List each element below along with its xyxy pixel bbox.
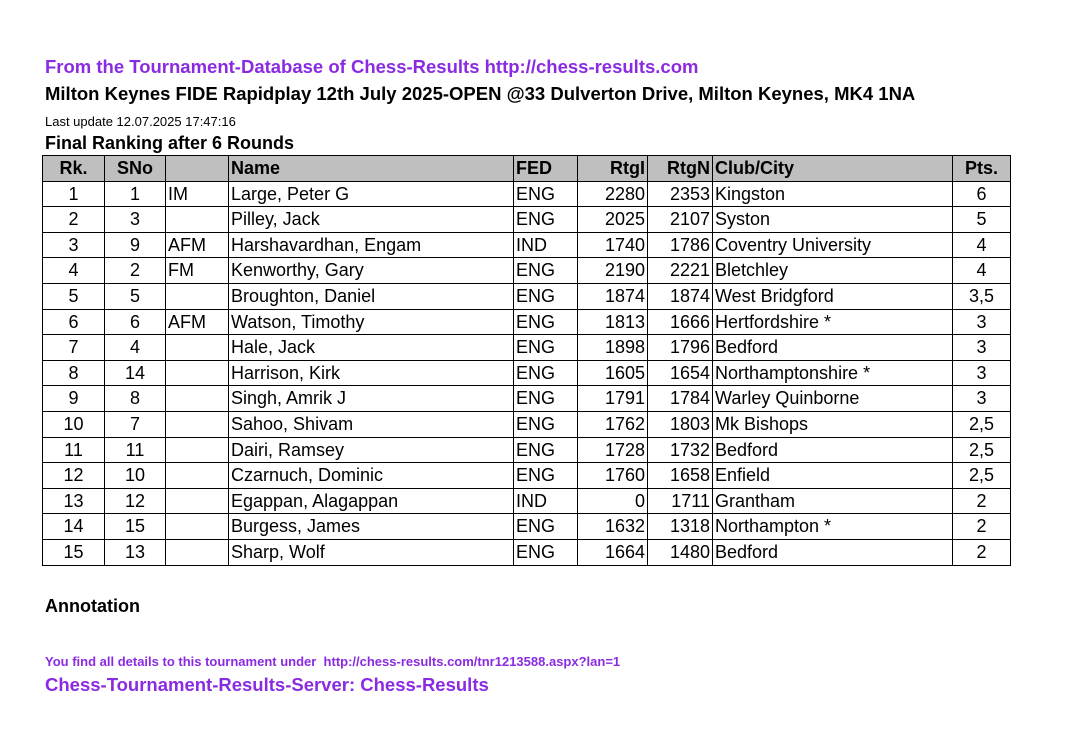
table-row xyxy=(43,283,1011,309)
col-rtgn: RtgN xyxy=(648,156,713,182)
rtgn-cell: 1796 xyxy=(648,335,713,361)
fed-cell: ENG xyxy=(514,514,578,540)
rank-cell: 2 xyxy=(43,207,105,233)
fed-cell: IND xyxy=(514,488,578,514)
club-cell: Mk Bishops xyxy=(713,411,953,437)
rtgn-cell: 1480 xyxy=(648,539,713,565)
rank-cell: 15 xyxy=(43,539,105,565)
rtgi-cell: 1898 xyxy=(578,335,648,361)
club-cell: West Bridgford xyxy=(713,283,953,309)
pts-cell: 3 xyxy=(953,309,1011,335)
fed-cell: IND xyxy=(514,232,578,258)
title-cell xyxy=(166,360,229,386)
fed-cell: ENG xyxy=(514,335,578,361)
sno-cell: 10 xyxy=(105,463,166,489)
sno-cell: 15 xyxy=(105,514,166,540)
pts-cell: 2,5 xyxy=(953,437,1011,463)
fed-cell: ENG xyxy=(514,386,578,412)
table-row xyxy=(43,360,1011,386)
rtgn-cell: 1318 xyxy=(648,514,713,540)
sno-cell: 11 xyxy=(105,437,166,463)
name-cell: Singh, Amrik J xyxy=(229,386,514,412)
table-row xyxy=(43,335,1011,361)
title-cell xyxy=(166,463,229,489)
name-cell: Burgess, James xyxy=(229,514,514,540)
pts-cell: 5 xyxy=(953,207,1011,233)
rtgi-cell: 1760 xyxy=(578,463,648,489)
server-link[interactable]: Chess-Tournament-Results-Server: Chess-Results xyxy=(45,674,489,695)
col-rank: Rk. xyxy=(43,156,105,182)
fed-cell: ENG xyxy=(514,207,578,233)
rtgn-cell: 2107 xyxy=(648,207,713,233)
name-cell: Pilley, Jack xyxy=(229,207,514,233)
rank-cell: 13 xyxy=(43,488,105,514)
sno-cell: 1 xyxy=(105,181,166,207)
table-row xyxy=(43,488,1011,514)
pts-cell: 2,5 xyxy=(953,463,1011,489)
title-cell xyxy=(166,437,229,463)
pts-cell: 4 xyxy=(953,232,1011,258)
club-cell: Coventry University xyxy=(713,232,953,258)
rank-cell: 14 xyxy=(43,514,105,540)
rank-cell: 1 xyxy=(43,181,105,207)
rank-cell: 9 xyxy=(43,386,105,412)
table-row xyxy=(43,539,1011,565)
table-row xyxy=(43,437,1011,463)
name-cell: Hale, Jack xyxy=(229,335,514,361)
rtgi-cell: 1605 xyxy=(578,360,648,386)
sno-cell: 6 xyxy=(105,309,166,335)
rtgn-cell: 1874 xyxy=(648,283,713,309)
title-cell: AFM xyxy=(166,232,229,258)
title-cell: IM xyxy=(166,181,229,207)
rank-cell: 7 xyxy=(43,335,105,361)
ranking-title: Final Ranking after 6 Rounds xyxy=(45,133,295,153)
fed-cell: ENG xyxy=(514,309,578,335)
name-cell: Dairi, Ramsey xyxy=(229,437,514,463)
col-name: Name xyxy=(229,156,514,182)
fed-cell: ENG xyxy=(514,411,578,437)
pts-cell: 6 xyxy=(953,181,1011,207)
rtgn-cell: 1732 xyxy=(648,437,713,463)
sno-cell: 7 xyxy=(105,411,166,437)
name-cell: Harshavardhan, Engam xyxy=(229,232,514,258)
title-cell xyxy=(166,411,229,437)
pts-cell: 2,5 xyxy=(953,411,1011,437)
rtgi-cell: 2280 xyxy=(578,181,648,207)
col-title xyxy=(166,156,229,182)
title-cell xyxy=(166,539,229,565)
annotation-heading: Annotation xyxy=(45,596,140,616)
rtgn-cell: 1803 xyxy=(648,411,713,437)
fed-cell: ENG xyxy=(514,463,578,489)
rtgn-cell: 2221 xyxy=(648,258,713,284)
rtgi-cell: 1791 xyxy=(578,386,648,412)
fed-cell: ENG xyxy=(514,437,578,463)
table-row xyxy=(43,309,1011,335)
sno-cell: 9 xyxy=(105,232,166,258)
rtgn-cell: 1666 xyxy=(648,309,713,335)
club-cell: Hertfordshire * xyxy=(713,309,953,335)
rank-cell: 10 xyxy=(43,411,105,437)
rtgi-cell: 2025 xyxy=(578,207,648,233)
rtgi-cell: 1813 xyxy=(578,309,648,335)
source-link[interactable]: From the Tournament-Database of Chess-Results http://chess-results.com xyxy=(45,56,699,77)
last-update: Last update 12.07.2025 17:47:16 xyxy=(45,114,236,129)
fed-cell: ENG xyxy=(514,539,578,565)
sno-cell: 12 xyxy=(105,488,166,514)
rtgi-cell: 1728 xyxy=(578,437,648,463)
name-cell: Czarnuch, Dominic xyxy=(229,463,514,489)
rtgn-cell: 2353 xyxy=(648,181,713,207)
rtgn-cell: 1658 xyxy=(648,463,713,489)
col-club: Club/City xyxy=(713,156,953,182)
details-link[interactable]: You find all details to this tournament under http://chess-results.com/tnr1213588.aspx?lan=1 xyxy=(45,654,621,669)
title-cell: FM xyxy=(166,258,229,284)
rtgi-cell: 2190 xyxy=(578,258,648,284)
name-cell: Harrison, Kirk xyxy=(229,360,514,386)
rtgn-cell: 1784 xyxy=(648,386,713,412)
table-row xyxy=(43,232,1011,258)
sno-cell: 8 xyxy=(105,386,166,412)
title-cell xyxy=(166,207,229,233)
rtgi-cell: 1740 xyxy=(578,232,648,258)
sno-cell: 4 xyxy=(105,335,166,361)
col-rtgi: RtgI xyxy=(578,156,648,182)
rank-cell: 8 xyxy=(43,360,105,386)
col-sno: SNo xyxy=(105,156,166,182)
col-fed: FED xyxy=(514,156,578,182)
sno-cell: 2 xyxy=(105,258,166,284)
pts-cell: 2 xyxy=(953,539,1011,565)
sno-cell: 13 xyxy=(105,539,166,565)
name-cell: Broughton, Daniel xyxy=(229,283,514,309)
pts-cell: 4 xyxy=(953,258,1011,284)
club-cell: Kingston xyxy=(713,181,953,207)
club-cell: Northamptonshire * xyxy=(713,360,953,386)
table-row xyxy=(43,463,1011,489)
title-cell xyxy=(166,514,229,540)
table-row xyxy=(43,207,1011,233)
club-cell: Grantham xyxy=(713,488,953,514)
pts-cell: 3 xyxy=(953,360,1011,386)
table-row xyxy=(43,258,1011,284)
rtgi-cell: 1632 xyxy=(578,514,648,540)
table-row xyxy=(43,514,1011,540)
club-cell: Bletchley xyxy=(713,258,953,284)
name-cell: Sharp, Wolf xyxy=(229,539,514,565)
club-cell: Northampton * xyxy=(713,514,953,540)
title-cell xyxy=(166,335,229,361)
fed-cell: ENG xyxy=(514,258,578,284)
pts-cell: 3 xyxy=(953,386,1011,412)
sno-cell: 14 xyxy=(105,360,166,386)
title-cell xyxy=(166,283,229,309)
table-row xyxy=(43,411,1011,437)
name-cell: Egappan, Alagappan xyxy=(229,488,514,514)
club-cell: Warley Quinborne xyxy=(713,386,953,412)
tournament-title: Milton Keynes FIDE Rapidplay 12th July 2025-OPEN @33 Dulverton Drive, Milton Keynes, MK4 1NA xyxy=(45,83,916,104)
pts-cell: 2 xyxy=(953,514,1011,540)
fed-cell: ENG xyxy=(514,181,578,207)
club-cell: Bedford xyxy=(713,437,953,463)
rtgi-cell: 1874 xyxy=(578,283,648,309)
rtgi-cell: 0 xyxy=(578,488,648,514)
rtgn-cell: 1711 xyxy=(648,488,713,514)
rank-cell: 5 xyxy=(43,283,105,309)
rtgn-cell: 1654 xyxy=(648,360,713,386)
rank-cell: 6 xyxy=(43,309,105,335)
rank-cell: 12 xyxy=(43,463,105,489)
table-header-row xyxy=(43,156,1011,182)
table-row xyxy=(43,181,1011,207)
name-cell: Kenworthy, Gary xyxy=(229,258,514,284)
name-cell: Watson, Timothy xyxy=(229,309,514,335)
club-cell: Bedford xyxy=(713,539,953,565)
title-cell xyxy=(166,488,229,514)
rank-cell: 4 xyxy=(43,258,105,284)
sno-cell: 3 xyxy=(105,207,166,233)
rank-cell: 3 xyxy=(43,232,105,258)
pts-cell: 3 xyxy=(953,335,1011,361)
sno-cell: 5 xyxy=(105,283,166,309)
table-body xyxy=(43,181,1011,565)
name-cell: Large, Peter G xyxy=(229,181,514,207)
col-pts: Pts. xyxy=(953,156,1011,182)
club-cell: Bedford xyxy=(713,335,953,361)
rtgn-cell: 1786 xyxy=(648,232,713,258)
ranking-table xyxy=(42,155,1011,566)
fed-cell: ENG xyxy=(514,360,578,386)
club-cell: Syston xyxy=(713,207,953,233)
rtgi-cell: 1664 xyxy=(578,539,648,565)
rtgi-cell: 1762 xyxy=(578,411,648,437)
name-cell: Sahoo, Shivam xyxy=(229,411,514,437)
rank-cell: 11 xyxy=(43,437,105,463)
fed-cell: ENG xyxy=(514,283,578,309)
pts-cell: 2 xyxy=(953,488,1011,514)
title-cell: AFM xyxy=(166,309,229,335)
club-cell: Enfield xyxy=(713,463,953,489)
title-cell xyxy=(166,386,229,412)
table-row xyxy=(43,386,1011,412)
pts-cell: 3,5 xyxy=(953,283,1011,309)
